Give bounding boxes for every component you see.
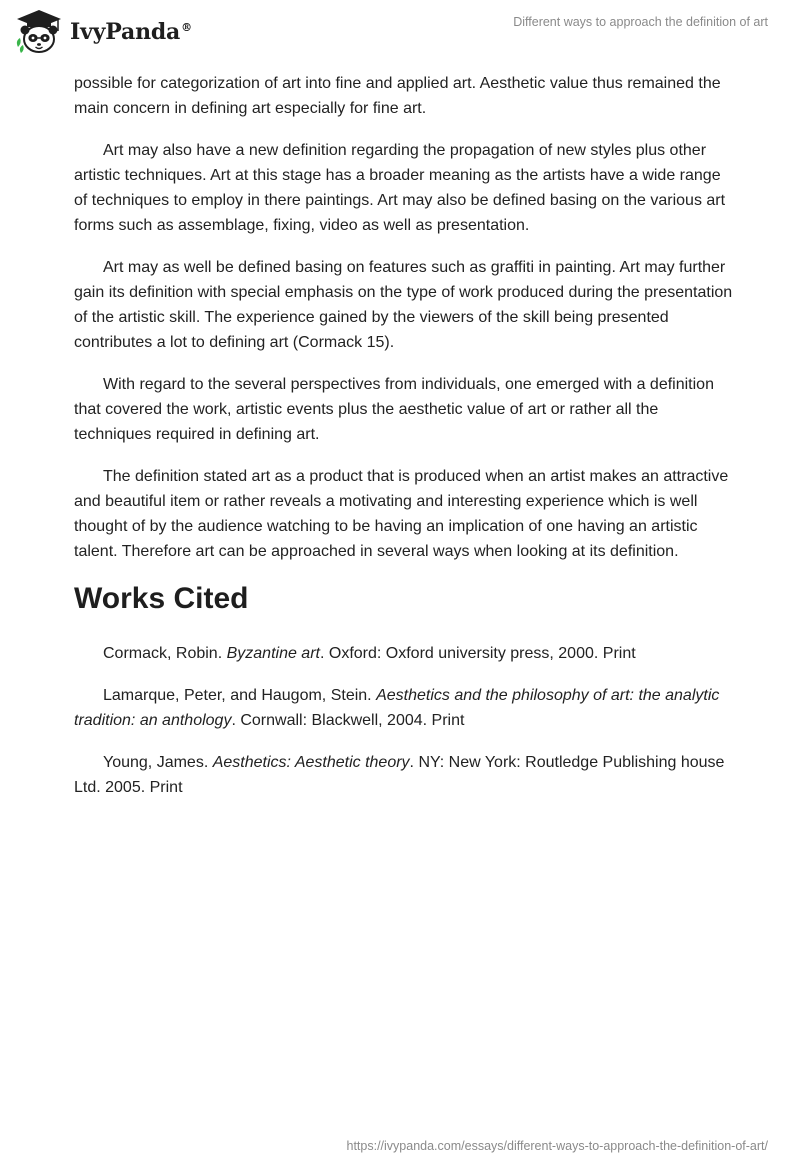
ivypanda-logo[interactable] xyxy=(14,9,192,55)
panda-graduate-icon xyxy=(14,9,64,55)
works-cited-heading: Works Cited xyxy=(74,582,249,615)
essay-body xyxy=(74,71,734,817)
paragraph: With regard to the several perspectives from individuals, one emerged with a definition that covered the work, artistic events plus the aesthetic value of art or rather all the techniques required in defining art. xyxy=(74,376,714,443)
paragraph: The definition stated art as a product that is produced when an artist makes an attractive and beautiful item or rather reveals a motivating and interesting experience which is well thought of by the audience watching to be having an implication of one having an artistic talent. Therefore art can be approached in several ways when looking at its definition. xyxy=(74,468,729,560)
paragraph: Art may also have a new definition regarding the propagation of new styles plus other artistic techniques. Art at this stage has a broader meaning as the artists have a wide range of techniques to employ in there paintings. Art may also be defined basing on the various art forms such as assemblage, fixing, video as well as presentation. xyxy=(74,142,726,234)
source-url-link[interactable]: https://ivypanda.com/essays/different-ways-to-approach-the-definition-of-art/ xyxy=(346,1139,768,1153)
citation-entry: Cormack, Robin. Byzantine art. Oxford: Oxford university press, 2000. Print xyxy=(103,645,636,662)
document-title: Different ways to approach the definition of art xyxy=(513,15,768,29)
citation-entry: Lamarque, Peter, and Haugom, Stein. Aesthetics and the philosophy of art: the analytic tradition: an anthology. Cornwall: Blackwell, 2004. Print xyxy=(74,687,720,729)
paragraph: possible for categorization of art into fine and applied art. Aesthetic value thus remained the main concern in defining art especially for fine art. xyxy=(74,75,721,117)
paragraph: Art may as well be defined basing on features such as graffiti in painting. Art may further gain its definition with special emphasis on the type of work produced during the presentation of the artistic skill. The experience gained by the viewers of the skill being presented contributes a lot to defining art (Cormack 15). xyxy=(74,259,733,351)
page-header xyxy=(0,0,800,64)
logo-wordmark: IvyPanda® xyxy=(70,19,192,45)
citation-entry: Young, James. Aesthetics: Aesthetic theory. NY: New York: Routledge Publishing house Ltd. 2005. Print xyxy=(74,754,725,796)
